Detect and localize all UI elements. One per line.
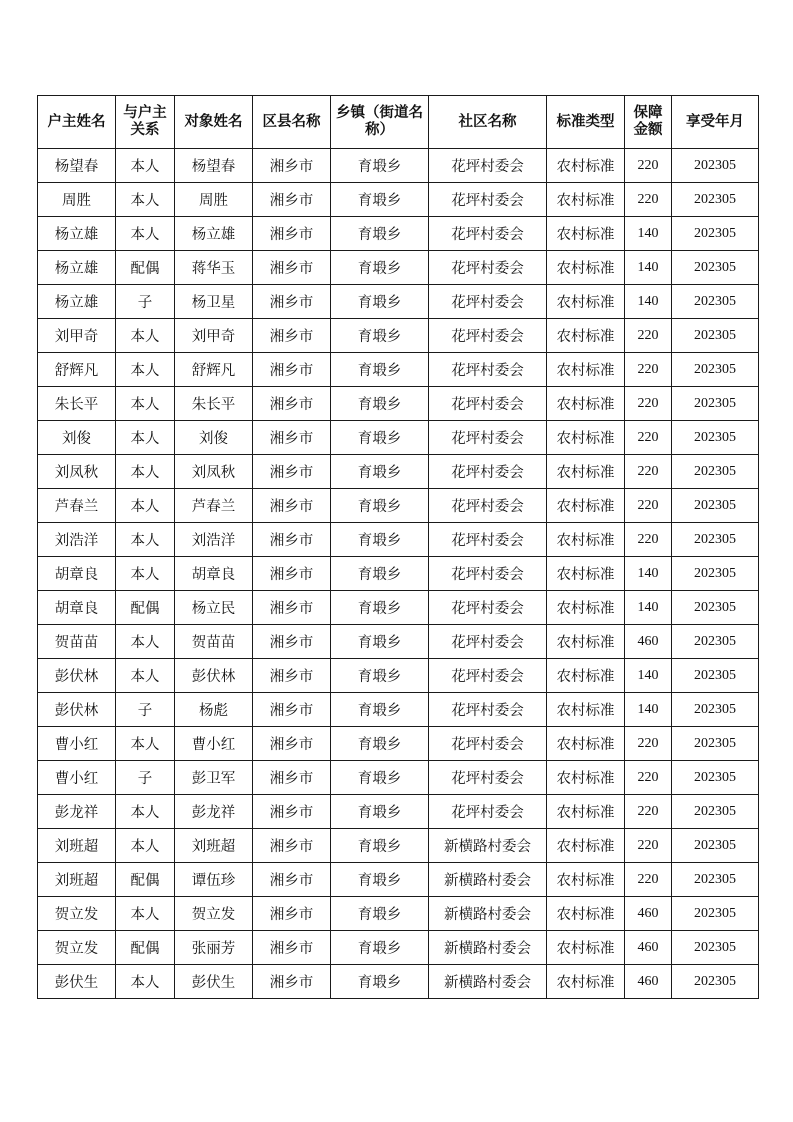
cell-county: 湘乡市	[253, 251, 331, 285]
cell-community: 新横路村委会	[429, 829, 547, 863]
cell-standard-type: 农村标准	[547, 217, 625, 251]
column-header-standard-type: 标准类型	[547, 96, 625, 149]
cell-period: 202305	[672, 489, 759, 523]
cell-amount: 140	[625, 591, 672, 625]
assistance-roster-table	[37, 95, 759, 999]
cell-recipient-name: 刘凤秋	[175, 455, 253, 489]
cell-community: 花坪村委会	[429, 455, 547, 489]
cell-community: 新横路村委会	[429, 931, 547, 965]
cell-recipient-name: 刘浩洋	[175, 523, 253, 557]
cell-amount: 140	[625, 557, 672, 591]
table-row	[38, 319, 759, 353]
cell-period: 202305	[672, 829, 759, 863]
cell-relationship: 配偶	[116, 931, 175, 965]
table-row	[38, 149, 759, 183]
cell-community: 花坪村委会	[429, 625, 547, 659]
table-row	[38, 727, 759, 761]
cell-standard-type: 农村标准	[547, 455, 625, 489]
cell-county: 湘乡市	[253, 795, 331, 829]
cell-period: 202305	[672, 625, 759, 659]
cell-period: 202305	[672, 863, 759, 897]
cell-householder-name: 曹小红	[38, 727, 116, 761]
cell-standard-type: 农村标准	[547, 285, 625, 319]
cell-standard-type: 农村标准	[547, 251, 625, 285]
cell-community: 花坪村委会	[429, 217, 547, 251]
cell-amount: 220	[625, 319, 672, 353]
table-row	[38, 353, 759, 387]
cell-amount: 220	[625, 863, 672, 897]
cell-community: 花坪村委会	[429, 591, 547, 625]
cell-householder-name: 刘浩洋	[38, 523, 116, 557]
cell-amount: 220	[625, 421, 672, 455]
cell-community: 新横路村委会	[429, 965, 547, 999]
cell-county: 湘乡市	[253, 285, 331, 319]
cell-county: 湘乡市	[253, 523, 331, 557]
column-header-recipient-name: 对象姓名	[175, 96, 253, 149]
cell-recipient-name: 彭卫军	[175, 761, 253, 795]
cell-period: 202305	[672, 761, 759, 795]
cell-amount: 460	[625, 897, 672, 931]
cell-community: 花坪村委会	[429, 795, 547, 829]
cell-standard-type: 农村标准	[547, 659, 625, 693]
cell-township: 育塅乡	[331, 489, 429, 523]
cell-standard-type: 农村标准	[547, 965, 625, 999]
cell-county: 湘乡市	[253, 319, 331, 353]
cell-recipient-name: 曹小红	[175, 727, 253, 761]
cell-community: 花坪村委会	[429, 523, 547, 557]
cell-amount: 220	[625, 523, 672, 557]
cell-relationship: 本人	[116, 353, 175, 387]
cell-county: 湘乡市	[253, 897, 331, 931]
cell-relationship: 本人	[116, 489, 175, 523]
cell-community: 花坪村委会	[429, 183, 547, 217]
cell-relationship: 配偶	[116, 863, 175, 897]
cell-township: 育塅乡	[331, 217, 429, 251]
table-row	[38, 421, 759, 455]
cell-period: 202305	[672, 659, 759, 693]
column-header-period: 享受年月	[672, 96, 759, 149]
cell-recipient-name: 杨彪	[175, 693, 253, 727]
cell-amount: 220	[625, 149, 672, 183]
cell-relationship: 本人	[116, 217, 175, 251]
cell-standard-type: 农村标准	[547, 387, 625, 421]
cell-period: 202305	[672, 523, 759, 557]
cell-relationship: 配偶	[116, 591, 175, 625]
cell-standard-type: 农村标准	[547, 931, 625, 965]
cell-county: 湘乡市	[253, 353, 331, 387]
cell-county: 湘乡市	[253, 931, 331, 965]
cell-standard-type: 农村标准	[547, 625, 625, 659]
cell-township: 育塅乡	[331, 319, 429, 353]
cell-county: 湘乡市	[253, 761, 331, 795]
table-row	[38, 251, 759, 285]
cell-amount: 460	[625, 965, 672, 999]
table-row	[38, 183, 759, 217]
cell-relationship: 本人	[116, 523, 175, 557]
cell-period: 202305	[672, 455, 759, 489]
cell-standard-type: 农村标准	[547, 557, 625, 591]
cell-township: 育塅乡	[331, 829, 429, 863]
cell-householder-name: 刘甲奇	[38, 319, 116, 353]
cell-township: 育塅乡	[331, 761, 429, 795]
cell-township: 育塅乡	[331, 931, 429, 965]
cell-recipient-name: 张丽芳	[175, 931, 253, 965]
cell-householder-name: 胡章良	[38, 591, 116, 625]
table-row	[38, 557, 759, 591]
cell-county: 湘乡市	[253, 829, 331, 863]
cell-amount: 220	[625, 455, 672, 489]
cell-township: 育塅乡	[331, 353, 429, 387]
cell-community: 花坪村委会	[429, 353, 547, 387]
cell-period: 202305	[672, 965, 759, 999]
cell-amount: 220	[625, 387, 672, 421]
cell-county: 湘乡市	[253, 217, 331, 251]
cell-householder-name: 芦春兰	[38, 489, 116, 523]
table-row	[38, 897, 759, 931]
cell-recipient-name: 杨立民	[175, 591, 253, 625]
cell-community: 新横路村委会	[429, 897, 547, 931]
cell-recipient-name: 彭伏生	[175, 965, 253, 999]
cell-county: 湘乡市	[253, 863, 331, 897]
cell-community: 花坪村委会	[429, 285, 547, 319]
table-row	[38, 217, 759, 251]
cell-period: 202305	[672, 149, 759, 183]
cell-standard-type: 农村标准	[547, 353, 625, 387]
cell-relationship: 本人	[116, 659, 175, 693]
cell-community: 花坪村委会	[429, 659, 547, 693]
cell-township: 育塅乡	[331, 625, 429, 659]
cell-township: 育塅乡	[331, 693, 429, 727]
cell-community: 花坪村委会	[429, 693, 547, 727]
table-row	[38, 761, 759, 795]
cell-township: 育塅乡	[331, 523, 429, 557]
cell-relationship: 本人	[116, 795, 175, 829]
cell-community: 花坪村委会	[429, 727, 547, 761]
cell-county: 湘乡市	[253, 489, 331, 523]
cell-amount: 220	[625, 183, 672, 217]
cell-amount: 220	[625, 761, 672, 795]
cell-householder-name: 刘俊	[38, 421, 116, 455]
cell-township: 育塅乡	[331, 183, 429, 217]
table-row	[38, 455, 759, 489]
table-row	[38, 829, 759, 863]
cell-relationship: 子	[116, 761, 175, 795]
cell-recipient-name: 彭伏林	[175, 659, 253, 693]
cell-township: 育塅乡	[331, 795, 429, 829]
cell-period: 202305	[672, 421, 759, 455]
cell-community: 花坪村委会	[429, 761, 547, 795]
cell-relationship: 本人	[116, 455, 175, 489]
cell-standard-type: 农村标准	[547, 591, 625, 625]
cell-relationship: 本人	[116, 557, 175, 591]
cell-standard-type: 农村标准	[547, 761, 625, 795]
cell-amount: 140	[625, 217, 672, 251]
table-row	[38, 625, 759, 659]
cell-county: 湘乡市	[253, 965, 331, 999]
cell-county: 湘乡市	[253, 557, 331, 591]
cell-standard-type: 农村标准	[547, 829, 625, 863]
cell-county: 湘乡市	[253, 659, 331, 693]
cell-period: 202305	[672, 251, 759, 285]
cell-recipient-name: 芦春兰	[175, 489, 253, 523]
cell-householder-name: 贺苗苗	[38, 625, 116, 659]
cell-householder-name: 胡章良	[38, 557, 116, 591]
cell-county: 湘乡市	[253, 183, 331, 217]
cell-recipient-name: 蒋华玉	[175, 251, 253, 285]
cell-community: 花坪村委会	[429, 421, 547, 455]
cell-standard-type: 农村标准	[547, 897, 625, 931]
table-row	[38, 285, 759, 319]
cell-county: 湘乡市	[253, 149, 331, 183]
cell-householder-name: 杨立雄	[38, 285, 116, 319]
cell-standard-type: 农村标准	[547, 727, 625, 761]
cell-community: 花坪村委会	[429, 149, 547, 183]
cell-period: 202305	[672, 897, 759, 931]
cell-householder-name: 刘班超	[38, 829, 116, 863]
table-row	[38, 693, 759, 727]
cell-period: 202305	[672, 285, 759, 319]
cell-township: 育塅乡	[331, 387, 429, 421]
cell-relationship: 本人	[116, 625, 175, 659]
cell-householder-name: 贺立发	[38, 897, 116, 931]
cell-period: 202305	[672, 183, 759, 217]
cell-relationship: 子	[116, 285, 175, 319]
cell-period: 202305	[672, 557, 759, 591]
cell-amount: 220	[625, 795, 672, 829]
cell-standard-type: 农村标准	[547, 421, 625, 455]
cell-county: 湘乡市	[253, 625, 331, 659]
cell-householder-name: 刘凤秋	[38, 455, 116, 489]
cell-amount: 460	[625, 625, 672, 659]
cell-township: 育塅乡	[331, 965, 429, 999]
cell-period: 202305	[672, 591, 759, 625]
cell-period: 202305	[672, 693, 759, 727]
cell-recipient-name: 谭伍珍	[175, 863, 253, 897]
cell-householder-name: 杨望春	[38, 149, 116, 183]
cell-county: 湘乡市	[253, 455, 331, 489]
cell-community: 花坪村委会	[429, 387, 547, 421]
cell-county: 湘乡市	[253, 387, 331, 421]
cell-recipient-name: 朱长平	[175, 387, 253, 421]
cell-county: 湘乡市	[253, 727, 331, 761]
cell-recipient-name: 刘甲奇	[175, 319, 253, 353]
cell-township: 育塅乡	[331, 659, 429, 693]
cell-recipient-name: 刘俊	[175, 421, 253, 455]
cell-community: 花坪村委会	[429, 319, 547, 353]
cell-householder-name: 杨立雄	[38, 251, 116, 285]
cell-amount: 220	[625, 353, 672, 387]
cell-householder-name: 舒辉凡	[38, 353, 116, 387]
cell-recipient-name: 杨望春	[175, 149, 253, 183]
cell-relationship: 子	[116, 693, 175, 727]
cell-community: 花坪村委会	[429, 557, 547, 591]
cell-recipient-name: 胡章良	[175, 557, 253, 591]
cell-township: 育塅乡	[331, 421, 429, 455]
cell-standard-type: 农村标准	[547, 149, 625, 183]
cell-township: 育塅乡	[331, 285, 429, 319]
cell-period: 202305	[672, 353, 759, 387]
cell-recipient-name: 周胜	[175, 183, 253, 217]
column-header-amount: 保障金额	[625, 96, 672, 149]
cell-recipient-name: 杨立雄	[175, 217, 253, 251]
cell-township: 育塅乡	[331, 897, 429, 931]
cell-period: 202305	[672, 217, 759, 251]
table-row	[38, 965, 759, 999]
cell-relationship: 本人	[116, 965, 175, 999]
cell-householder-name: 彭伏生	[38, 965, 116, 999]
cell-relationship: 本人	[116, 387, 175, 421]
cell-recipient-name: 彭龙祥	[175, 795, 253, 829]
cell-amount: 220	[625, 489, 672, 523]
table-row	[38, 659, 759, 693]
table-header-row	[38, 96, 759, 149]
cell-standard-type: 农村标准	[547, 183, 625, 217]
cell-township: 育塅乡	[331, 557, 429, 591]
cell-period: 202305	[672, 319, 759, 353]
cell-county: 湘乡市	[253, 693, 331, 727]
cell-householder-name: 彭伏林	[38, 659, 116, 693]
cell-community: 花坪村委会	[429, 489, 547, 523]
cell-amount: 220	[625, 829, 672, 863]
cell-amount: 140	[625, 693, 672, 727]
cell-period: 202305	[672, 795, 759, 829]
cell-relationship: 本人	[116, 829, 175, 863]
cell-community: 花坪村委会	[429, 251, 547, 285]
cell-householder-name: 彭龙祥	[38, 795, 116, 829]
cell-recipient-name: 贺苗苗	[175, 625, 253, 659]
column-header-householder-name: 户主姓名	[38, 96, 116, 149]
cell-relationship: 配偶	[116, 251, 175, 285]
cell-relationship: 本人	[116, 319, 175, 353]
cell-county: 湘乡市	[253, 421, 331, 455]
cell-standard-type: 农村标准	[547, 863, 625, 897]
column-header-township: 乡镇（街道名称）	[331, 96, 429, 149]
column-header-community: 社区名称	[429, 96, 547, 149]
cell-township: 育塅乡	[331, 591, 429, 625]
table-row	[38, 523, 759, 557]
cell-householder-name: 周胜	[38, 183, 116, 217]
cell-amount: 220	[625, 727, 672, 761]
cell-recipient-name: 贺立发	[175, 897, 253, 931]
cell-relationship: 本人	[116, 183, 175, 217]
roster-sheet	[37, 95, 758, 999]
cell-standard-type: 农村标准	[547, 693, 625, 727]
table-row	[38, 931, 759, 965]
table-row	[38, 795, 759, 829]
table-row	[38, 591, 759, 625]
cell-period: 202305	[672, 387, 759, 421]
cell-relationship: 本人	[116, 421, 175, 455]
cell-relationship: 本人	[116, 149, 175, 183]
cell-recipient-name: 舒辉凡	[175, 353, 253, 387]
cell-householder-name: 朱长平	[38, 387, 116, 421]
cell-relationship: 本人	[116, 727, 175, 761]
cell-householder-name: 刘班超	[38, 863, 116, 897]
table-row	[38, 387, 759, 421]
cell-standard-type: 农村标准	[547, 489, 625, 523]
column-header-county: 区县名称	[253, 96, 331, 149]
cell-township: 育塅乡	[331, 863, 429, 897]
cell-period: 202305	[672, 727, 759, 761]
cell-county: 湘乡市	[253, 591, 331, 625]
cell-community: 新横路村委会	[429, 863, 547, 897]
cell-householder-name: 贺立发	[38, 931, 116, 965]
cell-amount: 140	[625, 285, 672, 319]
column-header-relationship: 与户主关系	[116, 96, 175, 149]
cell-householder-name: 杨立雄	[38, 217, 116, 251]
cell-amount: 140	[625, 251, 672, 285]
cell-standard-type: 农村标准	[547, 523, 625, 557]
cell-amount: 140	[625, 659, 672, 693]
cell-amount: 460	[625, 931, 672, 965]
table-body	[38, 149, 759, 999]
cell-householder-name: 彭伏林	[38, 693, 116, 727]
cell-recipient-name: 杨卫星	[175, 285, 253, 319]
table-row	[38, 863, 759, 897]
cell-householder-name: 曹小红	[38, 761, 116, 795]
cell-standard-type: 农村标准	[547, 795, 625, 829]
cell-period: 202305	[672, 931, 759, 965]
cell-relationship: 本人	[116, 897, 175, 931]
cell-township: 育塅乡	[331, 149, 429, 183]
cell-township: 育塅乡	[331, 455, 429, 489]
cell-recipient-name: 刘班超	[175, 829, 253, 863]
cell-township: 育塅乡	[331, 251, 429, 285]
cell-standard-type: 农村标准	[547, 319, 625, 353]
cell-township: 育塅乡	[331, 727, 429, 761]
table-row	[38, 489, 759, 523]
